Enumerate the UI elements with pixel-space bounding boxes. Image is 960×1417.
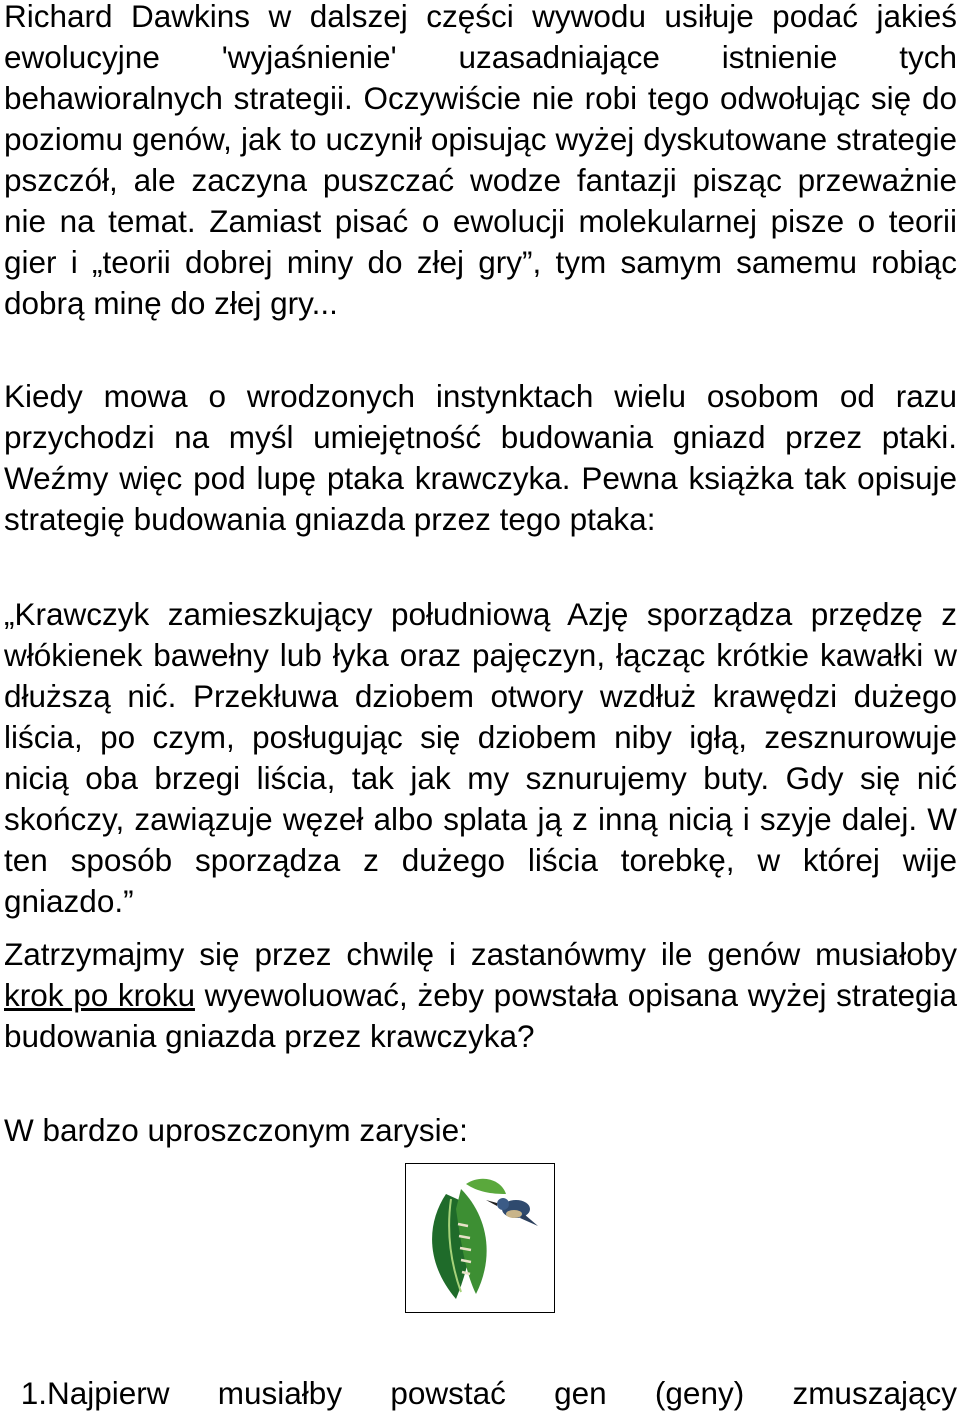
leaf-bird-drawing [406, 1164, 553, 1311]
paragraph-genes-question [4, 934, 957, 1057]
list-item-text: Najpierw musiałby powstać gen (geny) zmuszający [47, 1375, 957, 1411]
paragraph-genes-question-end: wyewoluować, żeby powstała opisana wyżej strategia budowania gniazda przez krawczyka? [4, 977, 958, 1054]
paragraph-genes-question-start: Zatrzymajmy się przez chwilę i zastanówmy ile genów musiałoby [4, 936, 957, 972]
tailorbird-nest-illustration [405, 1163, 555, 1313]
upper-leaf [466, 1179, 506, 1194]
list-item-1 [4, 1373, 957, 1414]
step-by-step-link[interactable]: krok po kroku [4, 977, 195, 1013]
paragraph-dawkins: Richard Dawkins w dalszej części wywodu usiłuje podać jakieś ewolucyjne 'wyjaśnienie' uzasadniające istnienie tych behawioralnych strategii. Oczywiście nie robi tego odwołując się do poziomu genów, jak to uczynił opisując wyżej dyskutowane strategie pszczół, ale zaczyna puszczać wodze fantazji pisząc przeważnie nie na temat. Zamiast pisać o ewolucji molekularnej pisze o teorii gier i „teorii dobrej miny do złej gry”, tym samym samemu robiąc dobrą minę do złej gry... [4, 0, 957, 321]
list-item-number: 1. [20, 1375, 47, 1411]
paragraph-quote: „Krawczyk zamieszkujący południową Azję sporządza przędzę z włókienek bawełny lub łyka oraz pajęczyn, łącząc krótkie kawałki w dłuższą nić. Przekłuwa dziobem otwory wzdłuż krawędzi dużego liścia, po czym, posługując się dziobem niby igłą, zesznurowuje nicią oba brzegi liścia, tak jak my sznurujemy buty. Gdy się nić skończy, zawiązuje węzeł albo splata ją z inną nicią i szyje dalej. W ten sposób sporządza z dużego liścia torebkę, w której wije gniazdo.” [4, 596, 957, 919]
paragraph-outline-intro: W bardzo uproszczonym zarysie: [4, 1112, 468, 1148]
tailorbird-icon [486, 1198, 538, 1226]
paragraph-instincts: Kiedy mowa o wrodzonych instynktach wielu osobom od razu przychodzi na myśl umiejętność budowania gniazd przez ptaki. Weźmy więc pod lupę ptaka krawczyka. Pewna książka tak opisuje strategię budowania gniazda przez tego ptaka: [4, 378, 957, 537]
